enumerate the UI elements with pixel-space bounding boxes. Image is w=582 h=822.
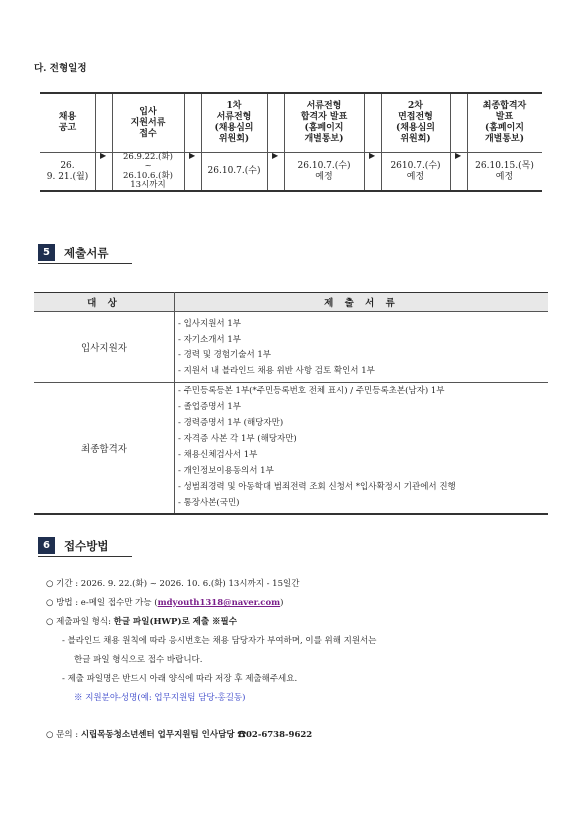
schedule-head-4: 2차 면접전형 (채용심의 위원회) xyxy=(395,101,436,144)
receipt-method: ○ 방법 : e-메일 접수만 가능 (mdyouth1318@naver.com) xyxy=(46,598,284,608)
note-filename-format: ※ 지원분야-성명(예: 업무지원팀 담당-홍길동) xyxy=(74,693,246,703)
schedule-title: 다. 전형일정 xyxy=(34,63,87,74)
arrow-right-icon: ▶ xyxy=(369,151,376,160)
target-applicant: 입사지원자 xyxy=(81,343,127,354)
schedule-head-0: 채용 공고 xyxy=(58,112,77,133)
schedule-head-3: 서류전형 합격자 발표 (홈페이지 개별통보) xyxy=(300,101,348,144)
schedule-head-2: 1차 서류전형 (채용심의 위원회) xyxy=(214,101,254,144)
receipt-period: ○ 기간 : 2026. 9. 22.(화) ~ 2026. 10. 6.(화) 13시까지 - 15일간 xyxy=(46,579,300,589)
list-item: - 통장사본(국민) xyxy=(178,498,240,508)
documents-table xyxy=(34,292,548,514)
list-item: - 지원서 내 블라인드 채용 위반 사항 검토 확인서 1부 xyxy=(178,365,375,376)
list-item: - 성범죄경력 및 아동학대 범죄전력 조회 신청서 *입사확정시 기관에서 진행 xyxy=(178,482,456,492)
schedule-head-1: 입사 지원서류 접수 xyxy=(130,106,166,139)
header-target: 대 상 xyxy=(87,298,121,309)
section-number-badge: 6 xyxy=(38,537,55,554)
list-item: - 자기소개서 1부 xyxy=(178,334,241,345)
list-item: - 채용신체검사서 1부 xyxy=(178,450,258,460)
schedule-date-1: 26.9.22.(화) ~ 26.10.6.(화) 13시까지 xyxy=(123,151,173,190)
schedule-date-4: 2610.7.(수) 예정 xyxy=(390,160,441,182)
table-header xyxy=(34,292,548,312)
schedule-date-5: 26.10.15.(목) 예정 xyxy=(475,160,534,182)
list-item: - 입사지원서 1부 xyxy=(178,319,241,329)
note-blind: - 블라인드 채용 원칙에 따라 응시번호는 채용 담당자가 부여하며, 이를 위해 지원서는 xyxy=(62,636,377,646)
list-item: - 자격증 사본 각 1부 (해당자만) xyxy=(178,434,297,444)
list-item: - 개인정보이용동의서 1부 xyxy=(178,466,274,476)
schedule-date-0: 26. 9. 21.(월) xyxy=(46,160,89,182)
contact-info: ○ 문의 : 시립목동청소년센터 업무지원팀 인사담당 ☎02-6738-9622 xyxy=(46,730,313,740)
schedule-table xyxy=(40,92,542,192)
note-filename: - 제출 파일명은 반드시 아래 양식에 따라 저장 후 제출해주세요. xyxy=(62,674,298,684)
header-documents: 제 출 서 류 xyxy=(324,298,399,309)
section-number-badge: 5 xyxy=(38,244,55,261)
schedule-head-5: 최종합격자 발표 (홈페이지 개별통보) xyxy=(482,101,527,144)
arrow-right-icon: ▶ xyxy=(100,151,107,160)
section-underline xyxy=(38,263,132,264)
arrow-right-icon: ▶ xyxy=(455,151,462,160)
list-item: - 경력 및 경험기술서 1부 xyxy=(178,350,271,360)
list-item: - 졸업증명서 1부 xyxy=(178,402,241,412)
arrow-right-icon: ▶ xyxy=(272,151,279,160)
arrow-right-icon: ▶ xyxy=(189,151,196,160)
list-item: - 경력증명서 1부 (해당자만) xyxy=(178,418,284,428)
note-blind-cont: 한글 파일 형식으로 접수 바랍니다. xyxy=(74,655,203,665)
file-format: ○ 제출파일 형식: 한글 파일(HWP)로 제출 ※필수 xyxy=(46,617,237,627)
schedule-date-3: 26.10.7.(수) 예정 xyxy=(297,160,351,182)
list-item: - 주민등록등본 1부(*주민등록번호 전체 표시) / 주민등록초본(남자) 1부 xyxy=(178,386,445,396)
section-title: 접수방법 xyxy=(64,539,109,553)
email-link[interactable]: mdyouth1318@naver.com xyxy=(157,598,281,608)
target-final: 최종합격자 xyxy=(81,444,127,455)
section-title: 제출서류 xyxy=(64,246,109,260)
section-underline xyxy=(38,556,132,557)
schedule-date-2: 26.10.7.(수) xyxy=(207,166,261,176)
